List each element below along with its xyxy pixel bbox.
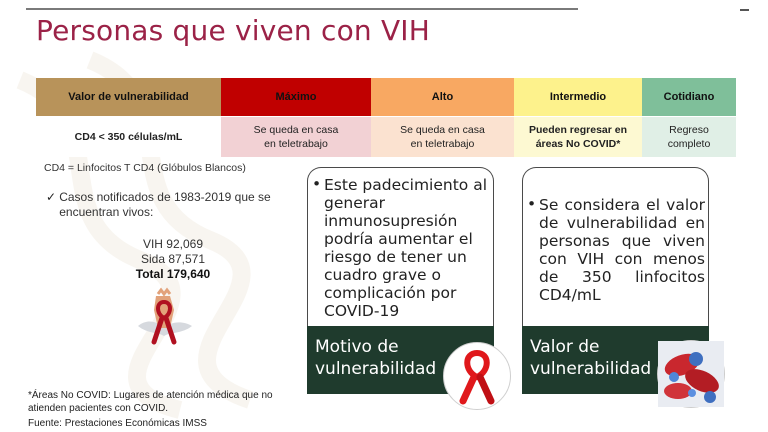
footnote: *Áreas No COVID: Lugares de atención médica que no atienden pacientes con COVID. [28, 390, 273, 414]
cases-label: Casos notificados de 1983-2019 que se encuentran vivos: [59, 190, 271, 219]
cases-bullet [46, 190, 286, 220]
virus-circle [657, 340, 725, 408]
header-maximo: Máximo [221, 78, 371, 116]
card-value-bullet [527, 195, 705, 304]
card-reason-text: Este padecimiento al generar inmunosupresión podría aumentar el riesgo de tener un cuadro grave o complicación por COVID-19 [324, 176, 488, 320]
page-title: Personas que viven con VIH [36, 14, 431, 47]
card-value-footer-label: Valor de vulnerabilidad [530, 337, 652, 379]
cell-maximo: Se queda en casa en teletrabajo [221, 116, 371, 157]
card-reason-bullet [312, 175, 490, 320]
cell-cotidiano: Regreso completo [642, 116, 736, 157]
cell-alto: Se queda en casa en teletrabajo [371, 116, 514, 157]
header-alto: Alto [371, 78, 514, 116]
cell-cd4: CD4 < 350 células/mL [36, 116, 221, 157]
vulnerability-table [36, 78, 736, 157]
cell-intermedio: Pueden regresar en áreas No COVID* [514, 116, 642, 157]
header-cotidiano: Cotidiano [642, 78, 736, 116]
stat-total: Total 179,640 [135, 267, 211, 281]
card-value-text: Se considera el valor de vulnerabilidad en personas que viven con VIH con menos de 350 linfocitos CD4/mL [539, 196, 705, 304]
ribbon-circle [443, 342, 511, 410]
check-icon: ✓ [46, 190, 57, 204]
table-row [36, 116, 736, 157]
header-intermedio: Intermedio [514, 78, 642, 116]
bullet-dot: • [312, 175, 322, 193]
stat-sida: Sida 87,571 [140, 252, 206, 266]
header-valor: Valor de vulnerabilidad [36, 78, 221, 116]
source-note: Fuente: Prestaciones Económicas IMSS [28, 418, 207, 429]
top-dash [740, 9, 749, 11]
bullet-dot: • [527, 195, 537, 213]
table-header-row [36, 78, 736, 116]
ribbon-icon [444, 343, 510, 409]
cd4-definition: CD4 = Linfocitos T CD4 (Glóbulos Blancos) [44, 162, 246, 174]
stat-vih: VIH 92,069 [142, 237, 204, 251]
top-rule [26, 8, 578, 10]
virus-cells-icon [658, 341, 724, 407]
awareness-ribbon-icon [134, 288, 196, 350]
card-reason-footer-label: Motivo de vulnerabilidad [315, 337, 437, 379]
